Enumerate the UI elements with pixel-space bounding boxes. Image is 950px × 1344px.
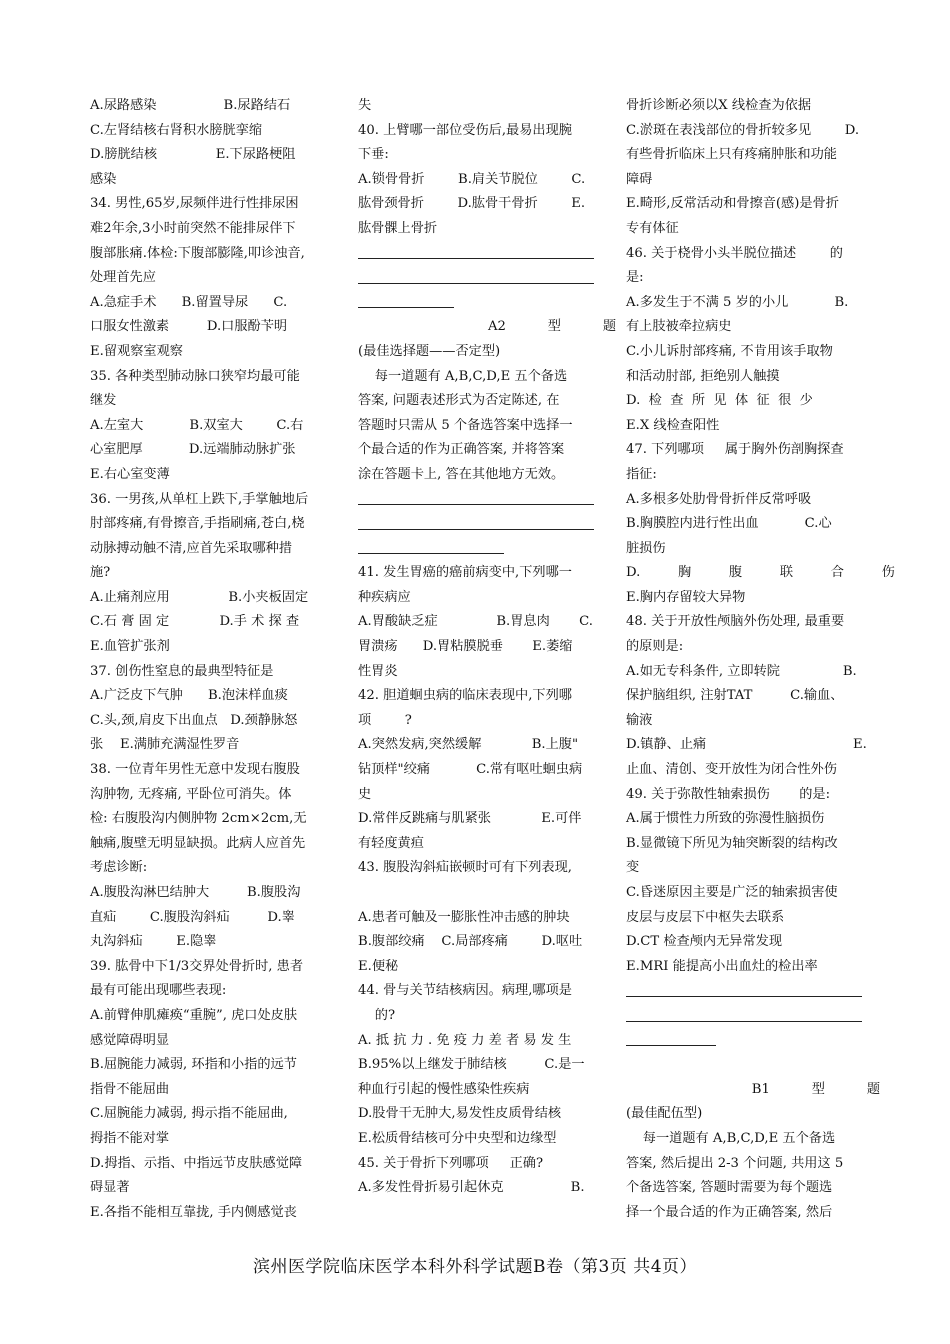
- text-line: 沟肿物, 无疼痛, 平卧位可消失。体: [90, 786, 292, 802]
- text-line: 和活动肘部, 拒绝别人触摸: [626, 368, 780, 384]
- text-line: 止血、清创、变开放性为闭合性外伤: [626, 762, 837, 778]
- text-line: 触痛,腹壁无明显缺损。此病人应首先: [90, 835, 306, 851]
- blank-underline: [626, 1045, 716, 1046]
- text-line: 肱骨髁上骨折: [358, 220, 438, 236]
- text-line: 施?: [90, 565, 111, 581]
- text-line: 肘部疼痛,有骨擦音,手指刷痛,苍白,桡: [90, 516, 305, 532]
- text-line: 36. 一男孩,从单杠上跌下,手掌触地后: [90, 491, 309, 507]
- text-line: B.腹部绞痛 C.局部疼痛 D.呕吐: [358, 934, 583, 950]
- text-line: 骨折诊断必须以X 线检查为依据: [626, 98, 812, 113]
- text-line: A.腹股沟淋巴结肿大 B.腹股沟: [90, 885, 301, 900]
- text-line: [358, 881, 594, 906]
- text-line: E.MRI 能提高小出血灶的检出率: [626, 958, 818, 974]
- text-line: 下垂:: [358, 147, 389, 163]
- text-line: 钻顶样"绞痛 C.常有呕吐蛔虫病: [358, 762, 583, 778]
- text-line: 口服女性激素 D.口服酚苄明: [90, 319, 288, 335]
- text-line: 44. 骨与关节结核病因。病理,哪项是: [358, 983, 572, 999]
- text-line: 个备选答案, 答题时需要为每个题选: [626, 1180, 833, 1196]
- answer-blank-line: [358, 266, 594, 291]
- text-line: 是:: [626, 270, 644, 286]
- blank-underline: [358, 504, 594, 505]
- text-line: 46. 关于桡骨小头半脱位描述 的: [626, 245, 843, 261]
- text-line: A.突然发病,突然缓解 B.上腹": [358, 737, 579, 753]
- blank-underline: [358, 529, 594, 530]
- text-line: 的?: [358, 1007, 396, 1023]
- text-line: (最佳配伍型): [626, 1106, 703, 1122]
- text-line: E.右心室变薄: [90, 466, 170, 482]
- text-line: B1 型 题: [626, 1081, 881, 1097]
- text-line: 张 E.满肺充满湿性罗音: [90, 737, 240, 753]
- answer-blank-line: [358, 242, 594, 267]
- text-line: 性胃炎: [358, 663, 398, 679]
- text-line: C.左肾结核右肾积水膀胱挛缩: [90, 122, 263, 138]
- text-line: E.留观察室观察: [90, 343, 183, 359]
- text-line: A2 型 题: [358, 319, 617, 335]
- text-line: C.石 膏 固 定 D.手 术 探 查: [90, 614, 300, 630]
- text-line: 答案, 问题表述形式为否定陈述, 在: [358, 393, 560, 409]
- text-line: A.急症手术 B.留置导尿 C.: [90, 294, 288, 310]
- text-line: A.多发生于不满 5 岁的小儿 B.: [626, 294, 849, 310]
- text-line: 碍显著: [90, 1180, 130, 1196]
- text-line: 肱骨颈骨折 D.肱骨干骨折 E.: [358, 196, 586, 212]
- blank-underline: [358, 258, 594, 259]
- answer-blank-line: [358, 291, 594, 316]
- text-line: E.松质骨结核可分中央型和边缘型: [358, 1130, 557, 1146]
- text-line: D.常伴反跳痛与肌紧张 E.可伴: [358, 811, 582, 827]
- blank-underline: [358, 553, 504, 554]
- answer-blank-line: [358, 488, 594, 513]
- text-line: 难2年余,3小时前突然不能排尿伴下: [90, 220, 296, 236]
- text-line: D.拇指、示指、中指远节皮肤感觉障: [90, 1155, 303, 1171]
- text-line: B.显微镜下所见为轴突断裂的结构改: [626, 835, 838, 851]
- blank-underline: [358, 307, 454, 308]
- text-line: 动脉搏动触不清,应首先采取哪种措: [90, 540, 293, 556]
- text-line: 种血行引起的慢性感染性疾病: [358, 1081, 530, 1097]
- text-line: 史: [358, 786, 372, 802]
- text-line: B.胸膜腔内进行性出血 C.心: [626, 516, 832, 532]
- text-line: 继发: [90, 393, 117, 409]
- text-line: A.多发性骨折易引起休克 B.: [358, 1180, 585, 1196]
- text-line: D.镇静、止痛 E.: [626, 737, 867, 753]
- text-line: 答题时只需从 5 个备选答案中选择一: [358, 417, 573, 433]
- text-line: 输液: [626, 712, 653, 728]
- text-line: A.广泛皮下气肿 B.泡沫样血痰: [90, 688, 288, 704]
- text-line: A.止痛剂应用 B.小夹板固定: [90, 589, 309, 605]
- text-line: 种疾病应: [358, 589, 411, 605]
- text-line: 腹部胀痛.体检:下腹部膨隆,叩诊浊音,: [90, 245, 305, 261]
- text-line: 答案, 然后提出 2-3 个问题, 共用这 5: [626, 1155, 844, 1171]
- text-line: 的原则是:: [626, 639, 684, 655]
- text-line: A.属于惯性力所致的弥漫性脑损伤: [626, 811, 825, 827]
- text-line: 项 ?: [358, 712, 412, 728]
- text-line: E.胸内存留较大异物: [626, 589, 746, 605]
- text-line: 有轻度黄疸: [358, 835, 424, 851]
- text-line: 38. 一位青年男性无意中发现右腹股: [90, 762, 300, 778]
- blank-underline: [626, 1021, 862, 1022]
- blank-underline: [626, 996, 862, 997]
- text-line: E.畸形,反常活动和骨擦音(感)是骨折: [626, 196, 839, 212]
- text-line: E.各指不能相互靠拢, 手内侧感觉丧: [90, 1204, 297, 1220]
- text-line: E.便秘: [358, 958, 399, 974]
- text-line: 指骨不能屈曲: [90, 1081, 170, 1097]
- text-line: C.屈腕能力减弱, 拇示指不能屈曲,: [90, 1106, 288, 1122]
- text-line: D. 检 查 所 见 体 征 很 少: [626, 393, 813, 409]
- answer-blank-line: [626, 979, 862, 1004]
- text-line: 障碍: [626, 171, 653, 187]
- text-line: 变: [626, 860, 640, 876]
- text-line: E.血管扩张剂: [90, 639, 170, 655]
- text-line: A. 抵 抗 力 . 免 疫 力 差 者 易 发 生: [358, 1032, 572, 1048]
- text-line: 皮层与皮层下中枢失去联系: [626, 909, 785, 925]
- text-line: 专有体征: [626, 220, 679, 236]
- text-line: 丸沟斜疝 E.隐睾: [90, 934, 217, 950]
- text-line: (最佳选择题——否定型): [358, 343, 501, 359]
- text-line: C.小儿诉肘部疼痛, 不肯用该手取物: [626, 343, 833, 359]
- text-line: D.膀胱结核 E.下尿路梗阻: [90, 147, 296, 163]
- text-line: 拇指不能对掌: [90, 1130, 170, 1146]
- text-line: B.屈腕能力减弱, 环指和小指的远节: [90, 1057, 297, 1073]
- text-line: 感染: [90, 171, 117, 187]
- text-line: 每一道题有 A,B,C,D,E 五个备选: [626, 1130, 836, 1146]
- text-line: 考虑诊断:: [90, 860, 148, 876]
- text-line: 有些骨折临床上只有疼痛肿胀和功能: [626, 147, 837, 163]
- text-line: 每一道题有 A,B,C,D,E 五个备选: [358, 368, 568, 384]
- text-line: 34. 男性,65岁,尿频伴进行性排尿困: [90, 196, 299, 212]
- text-line: A.如无专科条件, 立即转院 B.: [626, 663, 857, 679]
- text-line: A.多根多处肋骨骨折伴反常呼吸: [626, 491, 812, 507]
- page-footer: 滨州医学院临床医学本科外科学试题B卷（第3页 共4页）: [252, 1257, 698, 1277]
- text-line: 指征:: [626, 466, 657, 482]
- text-line: 35. 各种类型肺动脉口狭窄均最可能: [90, 368, 300, 384]
- text-line: 检: 右腹股沟内侧肿物 2cm×2cm,无: [90, 811, 307, 827]
- text-line: D. 胸 腹 联 合 伤: [626, 565, 895, 581]
- text-line: 45. 关于骨折下列哪项 正确?: [358, 1155, 544, 1171]
- text-line: 直疝 C.腹股沟斜疝 D.睾: [90, 909, 295, 925]
- text-line: 脏损伤: [626, 540, 666, 556]
- text-line: 感觉障碍明显: [90, 1032, 170, 1048]
- column-middle: [358, 94, 617, 1201]
- text-line: C.昏迷原因主要是广泛的轴索损害使: [626, 885, 838, 900]
- answer-blank-line: [626, 1029, 862, 1054]
- text-line: 43. 腹股沟斜疝嵌顿时可有下列表现,: [358, 860, 572, 876]
- text-line: 48. 关于开放性颅脑外伤处理, 最重要: [626, 614, 845, 630]
- text-line: E.X 线检查阳性: [626, 417, 720, 433]
- blank-underline: [358, 283, 594, 284]
- text-line: D.股骨干无肿大,易发性皮质骨结核: [358, 1106, 562, 1122]
- column-right: [626, 94, 895, 1225]
- text-line: A.患者可触及一膨胀性冲击感的肿块: [358, 909, 570, 925]
- text-line: 42. 胆道蛔虫病的临床表现中,下列哪: [358, 688, 572, 704]
- text-line: 40. 上臂哪一部位受伤后,最易出现腕: [358, 122, 572, 138]
- column-left: [90, 94, 330, 1225]
- text-line: A.胃酸缺乏症 B.胃息肉 C.: [358, 614, 593, 630]
- answer-blank-line: [358, 512, 594, 537]
- text-line: 胃溃疡 D.胃粘膜脱垂 E.萎缩: [358, 639, 573, 655]
- answer-blank-line: [626, 1004, 862, 1029]
- text-line: 涂在答题卡上, 答在其他地方无效。: [358, 466, 565, 482]
- text-line: 有上肢被牵拉病史: [626, 319, 732, 335]
- text-line: C.头,颈,肩皮下出血点 D.颈静脉怒: [90, 712, 298, 728]
- text-line: A.锁骨骨折 B.肩关节脱位 C.: [358, 171, 586, 187]
- text-line: 失: [358, 98, 372, 113]
- text-line: 41. 发生胃癌的癌前病变中,下列哪一: [358, 565, 572, 581]
- text-line: 47. 下列哪项 属于胸外伤剖胸探查: [626, 442, 844, 458]
- text-line: 心室肥厚 D.远端肺动脉扩张: [90, 442, 296, 458]
- answer-blank-line: [358, 537, 594, 562]
- text-line: 处理首先应: [90, 270, 156, 286]
- text-line: 保护脑组织, 注射TAT C.输血、: [626, 688, 844, 704]
- text-line: [626, 1053, 862, 1078]
- text-line: C.淤斑在表浅部位的骨折较多见 D.: [626, 122, 860, 138]
- text-line: A.左室大 B.双室大 C.右: [90, 417, 304, 433]
- text-line: 最有可能出现哪些表现:: [90, 983, 227, 999]
- text-line: 择一个最合适的作为正确答案, 然后: [626, 1204, 833, 1220]
- text-line: 个最合适的作为正确答案, 并将答案: [358, 442, 565, 458]
- text-line: 39. 肱骨中下1/3交界处骨折时, 患者: [90, 958, 304, 974]
- text-line: D.CT 检查颅内无异常发现: [626, 934, 783, 950]
- text-line: B.95%以上继发于肺结核 C.是一: [358, 1057, 585, 1073]
- text-line: 37. 创伤性窒息的最典型特征是: [90, 663, 274, 679]
- text-line: A.前臂伸肌瘫痪“重腕”, 虎口处皮肤: [90, 1007, 298, 1023]
- text-line: A.尿路感染 B.尿路结石: [90, 98, 291, 113]
- text-line: 49. 关于弥散性轴索损伤 的是:: [626, 786, 831, 802]
